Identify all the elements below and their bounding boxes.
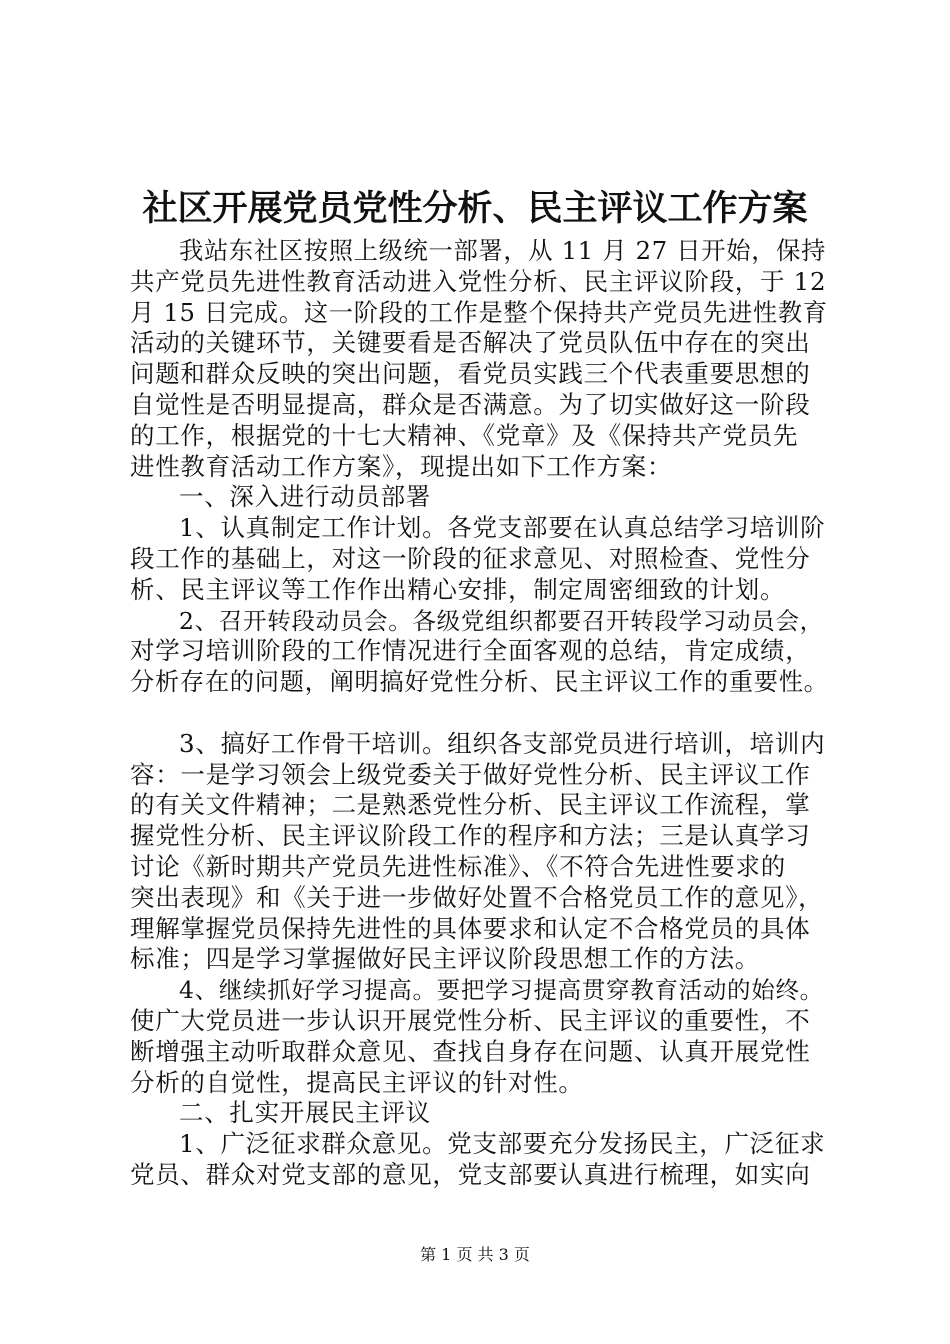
paragraph-line: 3、搞好工作骨干培训。组织各支部党员进行培训，培训内	[179, 728, 826, 758]
paragraph-line: 握党性分析、民主评议阶段工作的程序和方法；三是认真学习	[130, 821, 811, 851]
section-heading: 一、深入进行动员部署	[179, 482, 431, 512]
paragraph-line: 标准；四是学习掌握做好民主评议阶段思想工作的方法。	[130, 944, 760, 974]
paragraph-line: 析、民主评议等工作作出精心安排，制定周密细致的计划。	[130, 574, 786, 604]
paragraph-line: 分析的自觉性，提高民主评议的针对性。	[130, 1067, 584, 1097]
paragraph-line: 自觉性是否明显提高，群众是否满意。为了切实做好这一阶段	[130, 389, 811, 419]
paragraph-line: 的工作，根据党的十七大精神、《党章》及《保持共产党员先	[130, 420, 799, 450]
paragraph-line: 月 15 日完成。这一阶段的工作是整个保持共产党员先进性教育	[130, 297, 828, 327]
paragraph-line: 容：一是学习领会上级党委关于做好党性分析、民主评议工作	[130, 759, 811, 789]
paragraph-line: 段工作的基础上，对这一阶段的征求意见、对照检查、党性分	[130, 543, 811, 573]
paragraph-line: 讨论《新时期共产党员先进性标准》、《不符合先进性要求的	[130, 851, 786, 881]
paragraph-line: 理解掌握党员保持先进性的具体要求和认定不合格党员的具体	[130, 913, 811, 943]
paragraph-line: 共产党员先进性教育活动进入党性分析、民主评议阶段，于 12	[130, 266, 827, 296]
paragraph-line: 2、召开转段动员会。各级党组织都要召开转段学习动员会，	[179, 606, 824, 635]
paragraph-line: 对学习培训阶段的工作情况进行全面客观的总结，肯定成绩，	[130, 636, 811, 666]
paragraph-line: 1、广泛征求群众意见。党支部要充分发扬民主，广泛征求	[179, 1129, 826, 1159]
paragraph-line: 进性教育活动工作方案》，现提出如下工作方案：	[130, 451, 673, 481]
paragraph-line: 党员、群众对党支部的意见，党支部要认真进行梳理，如实向	[130, 1159, 811, 1189]
document-body	[130, 236, 830, 1191]
paragraph-line: 的有关文件精神；二是熟悉党性分析、民主评议工作流程，掌	[130, 790, 811, 820]
paragraph-line: 活动的关键环节，关键要看是否解决了党员队伍中存在的突出	[130, 328, 811, 358]
paragraph-line: 我站东社区按照上级统一部署，从 11 月 27 日开始，保持	[179, 236, 827, 265]
paragraph-line: 分析存在的问题，阐明搞好党性分析、民主评议工作的重要性。	[130, 667, 829, 697]
paragraph-line: 使广大党员进一步认识开展党性分析、民主评议的重要性，不	[130, 1005, 811, 1035]
blank-line	[130, 698, 830, 729]
section-heading: 二、扎实开展民主评议	[179, 1098, 431, 1128]
paragraph-line: 突出表现》和《关于进一步做好处置不合格党员工作的意见》，	[130, 882, 824, 912]
document-title: 社区开展党员党性分析、民主评议工作方案	[142, 188, 808, 229]
paragraph-line: 1、认真制定工作计划。各党支部要在认真总结学习培训阶	[179, 513, 826, 543]
paragraph-line: 断增强主动听取群众意见、查找自身存在问题、认真开展党性	[130, 1036, 811, 1066]
page-footer: 第 1 页 共 3 页	[420, 1245, 530, 1264]
paragraph-line: 4、继续抓好学习提高。要把学习提高贯穿教育活动的始终。	[179, 976, 824, 1005]
paragraph-line: 问题和群众反映的突出问题，看党员实践三个代表重要思想的	[130, 359, 811, 389]
